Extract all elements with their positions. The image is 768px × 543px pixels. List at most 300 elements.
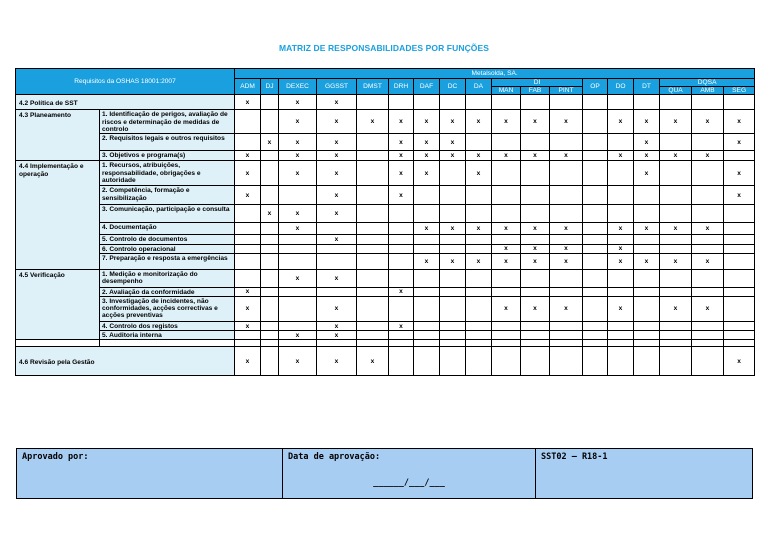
responsibility-mark: x xyxy=(692,297,724,322)
responsibility-mark: x xyxy=(414,134,440,151)
responsibility-mark: x xyxy=(389,161,414,186)
responsibility-mark: x xyxy=(660,253,692,269)
matrix-cell xyxy=(466,235,492,244)
matrix-cell xyxy=(357,134,389,151)
matrix-cell xyxy=(583,244,608,253)
matrix-cell xyxy=(583,151,608,161)
matrix-cell xyxy=(550,95,583,110)
matrix-cell xyxy=(550,287,583,296)
column-header-ggsst: GGSST xyxy=(317,79,357,95)
requirement-label: 7. Preparação e resposta a emergências xyxy=(100,253,235,269)
spacer-cell xyxy=(440,340,466,347)
matrix-cell xyxy=(634,244,660,253)
matrix-cell xyxy=(608,161,634,186)
responsibility-mark: x xyxy=(235,186,261,205)
matrix-cell xyxy=(357,287,389,296)
matrix-cell xyxy=(660,235,692,244)
responsibility-mark: x xyxy=(521,297,550,322)
matrix-title: MATRIZ DE RESPONSABILIDADES POR FUNÇÕES xyxy=(278,43,490,53)
spacer-cell xyxy=(521,340,550,347)
matrix-cell xyxy=(317,287,357,296)
matrix-cell xyxy=(660,205,692,223)
matrix-cell xyxy=(634,322,660,331)
matrix-cell xyxy=(357,161,389,186)
matrix-cell xyxy=(235,244,261,253)
requirement-label: 4. Documentação xyxy=(100,223,235,235)
column-header-dj: DJ xyxy=(261,79,279,95)
matrix-cell xyxy=(492,186,521,205)
matrix-cell xyxy=(724,297,755,322)
responsibility-mark: x xyxy=(279,110,317,134)
responsibility-mark: x xyxy=(279,269,317,287)
matrix-cell xyxy=(550,186,583,205)
matrix-cell xyxy=(440,95,466,110)
matrix-cell xyxy=(466,297,492,322)
responsibility-mark: x xyxy=(634,151,660,161)
responsibility-mark: x xyxy=(317,134,357,151)
matrix-cell xyxy=(261,347,279,376)
spacer-cell xyxy=(608,340,634,347)
responsibility-mark: x xyxy=(492,297,521,322)
matrix-cell xyxy=(634,297,660,322)
responsibility-mark: x xyxy=(389,186,414,205)
responsibility-mark: x xyxy=(492,223,521,235)
matrix-row xyxy=(16,95,755,110)
responsibility-mark: x xyxy=(317,297,357,322)
matrix-cell xyxy=(724,223,755,235)
responsibility-mark: x xyxy=(724,347,755,376)
matrix-cell xyxy=(608,186,634,205)
matrix-cell xyxy=(583,134,608,151)
matrix-cell xyxy=(634,269,660,287)
matrix-row xyxy=(16,223,755,235)
matrix-cell xyxy=(414,95,440,110)
matrix-row xyxy=(16,244,755,253)
responsibility-mark: x xyxy=(608,151,634,161)
matrix-cell xyxy=(414,322,440,331)
matrix-cell xyxy=(724,287,755,296)
matrix-cell xyxy=(660,322,692,331)
responsibility-mark: x xyxy=(608,297,634,322)
matrix-cell xyxy=(389,269,414,287)
matrix-cell xyxy=(389,235,414,244)
matrix-cell xyxy=(357,322,389,331)
responsibility-mark: x xyxy=(279,223,317,235)
responsibility-mark: x xyxy=(389,151,414,161)
spacer-cell xyxy=(357,340,389,347)
matrix-row xyxy=(16,186,755,205)
column-header-qua: QUA xyxy=(660,87,692,95)
matrix-row xyxy=(16,322,755,331)
matrix-row xyxy=(16,110,755,134)
responsibility-mark: x xyxy=(550,244,583,253)
responsibility-mark: x xyxy=(521,110,550,134)
matrix-cell xyxy=(440,269,466,287)
matrix-cell xyxy=(440,347,466,376)
matrix-cell xyxy=(492,322,521,331)
matrix-cell xyxy=(279,244,317,253)
matrix-cell xyxy=(357,95,389,110)
matrix-cell xyxy=(389,95,414,110)
responsibility-mark: x xyxy=(608,253,634,269)
matrix-cell xyxy=(357,244,389,253)
requirement-label: 1. Medição e monitorização do desempenho xyxy=(100,269,235,287)
matrix-cell xyxy=(261,253,279,269)
responsibility-mark: x xyxy=(389,110,414,134)
matrix-row xyxy=(16,269,755,287)
matrix-cell xyxy=(550,347,583,376)
responsibility-mark: x xyxy=(466,223,492,235)
responsibility-mark: x xyxy=(492,244,521,253)
responsibility-mark: x xyxy=(550,297,583,322)
responsibility-mark: x xyxy=(414,110,440,134)
matrix-cell xyxy=(660,347,692,376)
section-title: 4.5 Verificação xyxy=(16,269,100,340)
responsibility-mark: x xyxy=(357,347,389,376)
matrix-cell xyxy=(692,186,724,205)
matrix-cell xyxy=(279,253,317,269)
document-code-cell xyxy=(536,449,753,499)
matrix-row xyxy=(16,347,755,376)
responsibility-mark: x xyxy=(279,331,317,340)
requirement-label: 4. Controlo dos registos xyxy=(100,322,235,331)
requirement-label: 5. Controlo de documentos xyxy=(100,235,235,244)
responsibility-mark: x xyxy=(492,253,521,269)
responsibility-mark: x xyxy=(317,331,357,340)
matrix-cell xyxy=(389,244,414,253)
matrix-cell xyxy=(692,331,724,340)
matrix-cell xyxy=(235,205,261,223)
responsibility-mark: x xyxy=(261,205,279,223)
matrix-cell xyxy=(583,161,608,186)
matrix-cell xyxy=(279,186,317,205)
section-title: 4.4 Implementação e operação xyxy=(16,161,100,269)
matrix-cell xyxy=(235,269,261,287)
matrix-cell xyxy=(583,95,608,110)
matrix-row xyxy=(16,297,755,322)
matrix-cell xyxy=(608,269,634,287)
matrix-cell xyxy=(357,235,389,244)
matrix-cell xyxy=(261,287,279,296)
matrix-cell xyxy=(492,269,521,287)
matrix-cell xyxy=(660,269,692,287)
matrix-cell xyxy=(466,347,492,376)
matrix-cell xyxy=(317,244,357,253)
responsibility-mark: x xyxy=(660,110,692,134)
responsibility-mark: x xyxy=(692,151,724,161)
matrix-cell xyxy=(414,297,440,322)
column-header-amb: AMB xyxy=(692,87,724,95)
matrix-cell xyxy=(279,235,317,244)
matrix-cell xyxy=(608,95,634,110)
matrix-cell xyxy=(692,205,724,223)
matrix-cell xyxy=(492,331,521,340)
matrix-cell xyxy=(235,223,261,235)
responsibility-mark: x xyxy=(235,161,261,186)
matrix-cell xyxy=(279,287,317,296)
column-header-dc: DC xyxy=(440,79,466,95)
matrix-cell xyxy=(235,110,261,134)
matrix-cell xyxy=(608,205,634,223)
responsibility-mark: x xyxy=(521,244,550,253)
matrix-cell xyxy=(692,235,724,244)
responsibility-mark: x xyxy=(235,297,261,322)
responsibility-mark: x xyxy=(550,223,583,235)
matrix-cell xyxy=(492,134,521,151)
approved-by-label: Aprovado por: xyxy=(22,452,89,462)
matrix-cell xyxy=(466,287,492,296)
responsibility-mark: x xyxy=(414,253,440,269)
matrix-cell xyxy=(521,235,550,244)
matrix-cell xyxy=(608,235,634,244)
matrix-cell xyxy=(235,235,261,244)
requirement-label: 2. Competência, formação e sensibilização xyxy=(100,186,235,205)
responsibility-mark: x xyxy=(235,347,261,376)
matrix-cell xyxy=(724,253,755,269)
responsibility-mark: x xyxy=(389,134,414,151)
spacer-cell xyxy=(692,340,724,347)
matrix-cell xyxy=(389,205,414,223)
matrix-cell xyxy=(440,186,466,205)
requirements-header: Requisitos da OSHAS 18001:2007 xyxy=(16,69,235,95)
matrix-cell xyxy=(279,297,317,322)
matrix-cell xyxy=(724,235,755,244)
spacer-cell xyxy=(16,340,100,347)
matrix-cell xyxy=(550,269,583,287)
matrix-cell xyxy=(521,347,550,376)
requirement-label: 3. Comunicação, participação e consulta xyxy=(100,205,235,223)
matrix-cell xyxy=(466,205,492,223)
matrix-cell xyxy=(357,151,389,161)
matrix-cell xyxy=(608,347,634,376)
matrix-cell xyxy=(414,205,440,223)
matrix-cell xyxy=(466,134,492,151)
matrix-cell xyxy=(724,269,755,287)
responsibility-mark: x xyxy=(466,253,492,269)
matrix-cell xyxy=(692,244,724,253)
matrix-cell xyxy=(261,331,279,340)
responsibility-mark: x xyxy=(440,223,466,235)
matrix-cell xyxy=(692,95,724,110)
matrix-cell xyxy=(466,244,492,253)
matrix-cell xyxy=(235,331,261,340)
responsibility-mark: x xyxy=(317,186,357,205)
matrix-cell xyxy=(414,235,440,244)
matrix-cell xyxy=(521,161,550,186)
matrix-cell xyxy=(724,151,755,161)
spacer-cell xyxy=(100,340,235,347)
matrix-cell xyxy=(550,161,583,186)
matrix-cell xyxy=(261,269,279,287)
matrix-cell xyxy=(660,331,692,340)
spacer-cell xyxy=(317,340,357,347)
responsibility-mark: x xyxy=(692,253,724,269)
matrix-cell xyxy=(389,297,414,322)
matrix-row xyxy=(16,151,755,161)
matrix-cell xyxy=(660,287,692,296)
responsibility-mark: x xyxy=(235,95,261,110)
matrix-cell xyxy=(724,322,755,331)
matrix-cell xyxy=(583,331,608,340)
responsibility-mark: x xyxy=(235,287,261,296)
matrix-row xyxy=(16,134,755,151)
matrix-cell xyxy=(466,186,492,205)
matrix-cell xyxy=(583,110,608,134)
responsibility-mark: x xyxy=(550,253,583,269)
matrix-cell xyxy=(634,347,660,376)
matrix-cell xyxy=(583,205,608,223)
responsibility-mark: x xyxy=(317,161,357,186)
responsibility-mark: x xyxy=(660,297,692,322)
matrix-cell xyxy=(389,347,414,376)
matrix-cell xyxy=(414,347,440,376)
matrix-cell xyxy=(414,244,440,253)
responsibility-mark: x xyxy=(634,161,660,186)
column-header-seg: SEG xyxy=(724,87,755,95)
spacer-cell xyxy=(235,340,261,347)
matrix-cell xyxy=(521,269,550,287)
matrix-cell xyxy=(521,331,550,340)
spacer-cell xyxy=(634,340,660,347)
matrix-cell xyxy=(492,235,521,244)
column-header-pint: PINT xyxy=(550,87,583,95)
matrix-cell xyxy=(466,322,492,331)
matrix-row xyxy=(16,205,755,223)
section-title: 4.2 Política de SST xyxy=(16,95,235,110)
matrix-cell xyxy=(692,269,724,287)
matrix-cell xyxy=(583,347,608,376)
matrix-cell xyxy=(608,287,634,296)
responsibility-mark: x xyxy=(521,253,550,269)
header-row-1 xyxy=(16,69,755,79)
approval-date-blank: ______/___/___ xyxy=(373,478,445,488)
matrix-cell xyxy=(608,331,634,340)
matrix-cell xyxy=(357,331,389,340)
matrix-cell xyxy=(440,297,466,322)
column-header-fab: FAB xyxy=(521,87,550,95)
matrix-cell xyxy=(550,134,583,151)
matrix-cell xyxy=(492,205,521,223)
matrix-cell xyxy=(634,287,660,296)
company-header: Metalsolda, SA. xyxy=(235,69,755,79)
responsibility-mark: x xyxy=(608,223,634,235)
approval-date-field[interactable] xyxy=(283,449,536,499)
dqsa-group-header: DQSA xyxy=(660,79,755,87)
matrix-cell xyxy=(492,161,521,186)
matrix-cell xyxy=(583,235,608,244)
responsibility-mark: x xyxy=(692,110,724,134)
responsibility-mark: x xyxy=(317,347,357,376)
matrix-cell xyxy=(357,223,389,235)
matrix-cell xyxy=(692,322,724,331)
responsibility-mark: x xyxy=(279,134,317,151)
responsibility-mark: x xyxy=(261,134,279,151)
matrix-cell xyxy=(692,161,724,186)
matrix-cell xyxy=(660,244,692,253)
responsibility-mark: x xyxy=(414,223,440,235)
responsibility-mark: x xyxy=(521,223,550,235)
matrix-cell xyxy=(261,297,279,322)
matrix-cell xyxy=(521,205,550,223)
matrix-cell xyxy=(634,235,660,244)
spacer-cell xyxy=(583,340,608,347)
responsibility-mark: x xyxy=(724,110,755,134)
requirement-label: 5. Auditoria interna xyxy=(100,331,235,340)
spacer-cell xyxy=(660,340,692,347)
spacer-cell xyxy=(414,340,440,347)
column-header-dt: DT xyxy=(634,79,660,95)
responsibility-mark: x xyxy=(235,151,261,161)
matrix-cell xyxy=(261,244,279,253)
spacer-cell xyxy=(492,340,521,347)
responsibility-mark: x xyxy=(724,134,755,151)
responsibility-mark: x xyxy=(492,151,521,161)
matrix-cell xyxy=(724,331,755,340)
matrix-cell xyxy=(550,331,583,340)
matrix-cell xyxy=(414,269,440,287)
responsibility-mark: x xyxy=(634,223,660,235)
responsibility-mark: x xyxy=(357,110,389,134)
matrix-cell xyxy=(660,186,692,205)
column-header-daf: DAF xyxy=(414,79,440,95)
matrix-cell xyxy=(692,134,724,151)
approval-date-label: Data de aprovação: xyxy=(288,452,381,462)
approved-by-field[interactable] xyxy=(17,449,283,499)
matrix-cell xyxy=(389,331,414,340)
responsibility-mark: x xyxy=(660,223,692,235)
matrix-cell xyxy=(634,205,660,223)
matrix-cell xyxy=(317,223,357,235)
matrix-cell xyxy=(261,95,279,110)
matrix-cell xyxy=(235,134,261,151)
matrix-cell xyxy=(440,322,466,331)
responsibility-mark: x xyxy=(317,269,357,287)
matrix-cell xyxy=(466,331,492,340)
matrix-cell xyxy=(521,322,550,331)
responsibility-mark: x xyxy=(317,151,357,161)
matrix-cell xyxy=(634,95,660,110)
column-header-do: DO xyxy=(608,79,634,95)
responsibility-mark: x xyxy=(608,244,634,253)
matrix-cell xyxy=(550,205,583,223)
matrix-cell xyxy=(317,253,357,269)
responsibility-mark: x xyxy=(634,134,660,151)
matrix-cell xyxy=(660,95,692,110)
matrix-cell xyxy=(583,297,608,322)
matrix-row xyxy=(16,287,755,296)
matrix-cell xyxy=(692,287,724,296)
column-header-dmst: DMST xyxy=(357,79,389,95)
matrix-row xyxy=(16,253,755,269)
spacer-cell xyxy=(279,340,317,347)
column-header-drh: DRH xyxy=(389,79,414,95)
responsibility-mark: x xyxy=(279,151,317,161)
matrix-cell xyxy=(583,186,608,205)
matrix-cell xyxy=(492,347,521,376)
responsibility-mark: x xyxy=(466,161,492,186)
spacer-cell xyxy=(466,340,492,347)
approval-footer xyxy=(16,448,753,499)
responsibility-matrix xyxy=(15,68,755,376)
spacer-cell xyxy=(724,340,755,347)
matrix-cell xyxy=(692,347,724,376)
document-code: SST02 – R18-1 xyxy=(541,452,608,462)
column-header-dexec: DEXEC xyxy=(279,79,317,95)
responsibility-mark: x xyxy=(279,347,317,376)
requirement-label: 6. Controlo operacional xyxy=(100,244,235,253)
responsibility-mark: x xyxy=(466,151,492,161)
requirement-label: 1. Recursos, atribuições, responsabilidade, obrigações e autoridade xyxy=(100,161,235,186)
